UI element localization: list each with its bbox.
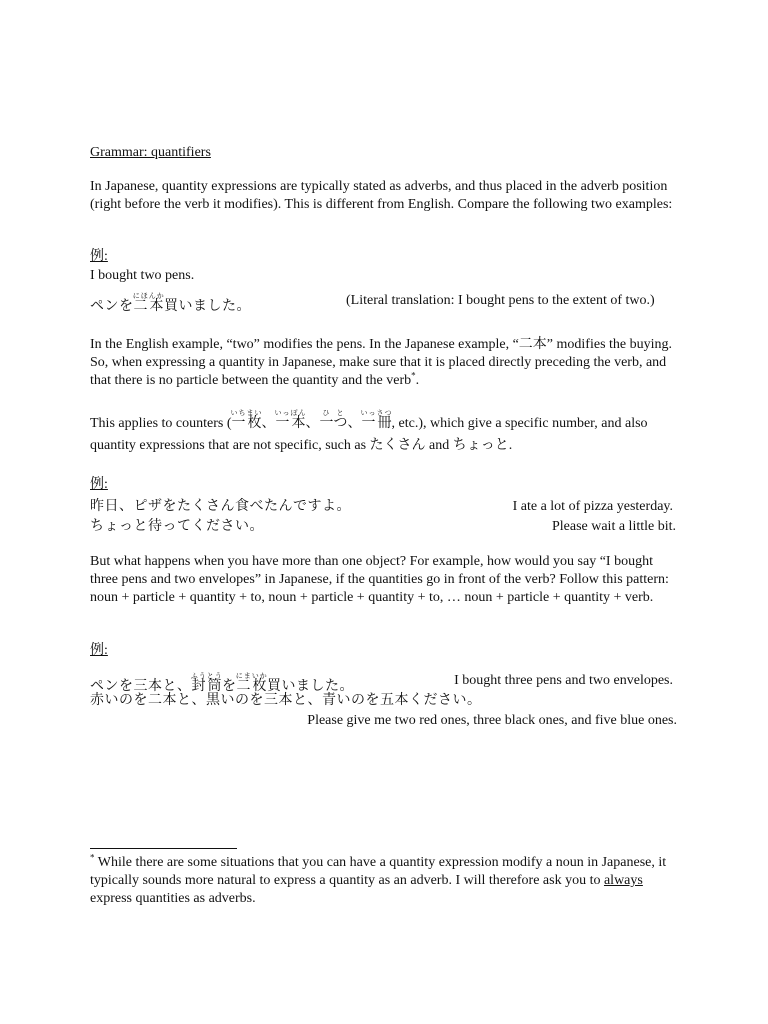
example2-english-2: Please wait a little bit.	[551, 519, 676, 534]
example2-japanese-1: 昨日、ピザをたくさん食べたんですよ。	[90, 499, 351, 514]
example2-english-1: I ate a lot of pizza yesterday.	[512, 499, 673, 514]
example3-row-2	[90, 712, 680, 732]
counters-paragraph: This applies to counters (一枚いちまい、一本いっぽん、一つひと、一冊いっさつ, etc.), which give a specific number, and also quantity expressions that are not specific, such as たくさん and ちょっと.	[90, 409, 648, 453]
explanation-paragraph: In the English example, “two” modifies the pens. In the Japanese example, “二本” modifies the buying. So, when expressing a quantity in Japanese, make sure that it is placed directly preceding the verb, and that there is no particle between the quantity and the verb*.	[90, 337, 673, 388]
furigana: にほんか	[132, 292, 165, 300]
footnote-marker: *	[90, 852, 95, 863]
example3-japanese-1: ペンを三本と、封筒ふうとうを二枚にまいか買いました。	[90, 672, 354, 694]
footnote: * While there are some situations that you can have a quantity expression modify a noun in Japanese, it typically sounds more natural to express a quantity as an adverb. I will therefore ask you to always express quantities as adverbs.	[90, 852, 667, 906]
literal-translation: (Literal translation: I bought pens to the extent of two.)	[346, 293, 655, 308]
emphasis-always: always	[603, 873, 643, 888]
example1-english: I bought two pens.	[90, 268, 195, 283]
example2-row-2	[90, 518, 680, 538]
footnote-separator	[90, 848, 237, 849]
example2-row-1	[90, 498, 680, 518]
example1-japanese: ペンを二本にほんか買いました。	[90, 292, 251, 314]
example-label: 例:	[90, 643, 108, 658]
footnote-marker: *	[411, 370, 416, 381]
example3-english-2: Please give me two red ones, three black ones, and five blue ones.	[307, 713, 677, 728]
example3-english-1: I bought three pens and two envelopes.	[454, 673, 673, 688]
section-heading: Grammar: quantifiers	[90, 145, 211, 160]
example3-row-1	[90, 672, 680, 692]
intro-paragraph: In Japanese, quantity expressions are typically stated as adverbs, and thus placed in the adverb position (right before the verb it modifies). This is different from English. Compare the following two examples:	[90, 179, 673, 212]
multiple-objects-paragraph: But what happens when you have more than one object? For example, how would you say “I bought three pens and two envelopes” in Japanese, if the quantities go in front of the verb? Follow this pattern: noun + particle + quantity + to, noun + particle + quantity + to, … noun + particle + quantity + verb.	[90, 554, 669, 605]
example-label: 例:	[90, 477, 108, 492]
example3-japanese-2: 赤いのを二本と、黒いのを三本と、青いのを五本ください。	[90, 693, 482, 708]
example-label: 例:	[90, 249, 108, 264]
example1-japanese-row	[90, 292, 680, 312]
example2-japanese-2: ちょっと待ってください。	[90, 519, 264, 534]
